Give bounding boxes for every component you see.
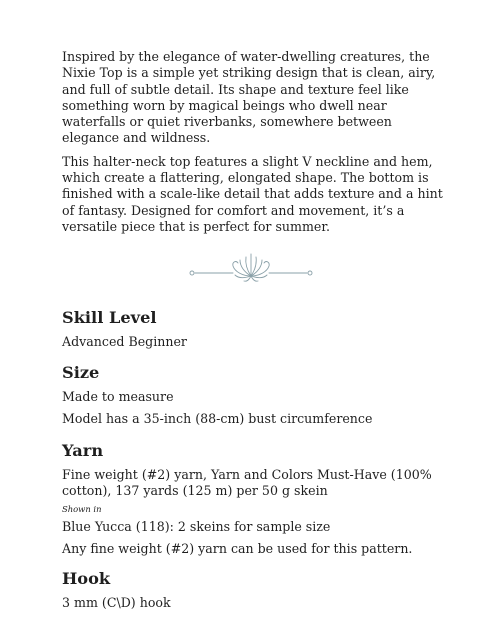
decorative-flourish-divider-icon [189,250,313,286]
hook-heading: Hook [62,569,111,589]
shown-in-label: Shown in [62,503,102,514]
yarn-line-1: Fine weight (#2) yarn, Yarn and Colors Must-Have (100% cotton), 137 yards (125 m) per 50 g skein [62,467,432,499]
size-line-1: Made to measure [62,388,174,404]
yarn-line-3: Any fine weight (#2) yarn can be used for this pattern. [62,541,413,557]
yarn-heading: Yarn [62,441,104,461]
hook-value: 3 mm (C\D) hook [62,595,171,611]
yarn-line-2: Blue Yucca (118): 2 skeins for sample size [62,518,331,534]
size-line-2: Model has a 35-inch (88-cm) bust circumference [62,410,373,426]
pattern-page [62,49,447,612]
skill-level-heading: Skill Level [62,308,157,328]
intro-paragraph-2: This halter-neck top features a slight V neckline and hem, which create a flattering, elongated shape. The bottom is finished with a scale-like detail that adds texture and a hint of fantasy. Designed for comfort and movement, it’s a versatile piece that is perfect for summer. [62,153,443,234]
intro-paragraph-1: Inspired by the elegance of water-dwelling creatures, the Nixie Top is a simple yet striking design that is clean, airy, and full of subtle detail. Its shape and texture feel like something worn by magical beings who dwell near waterfalls or quiet riverbanks, somewhere between elegance and wildness. [62,49,436,146]
size-heading: Size [62,362,100,382]
skill-level-value: Advanced Beginner [62,334,187,350]
